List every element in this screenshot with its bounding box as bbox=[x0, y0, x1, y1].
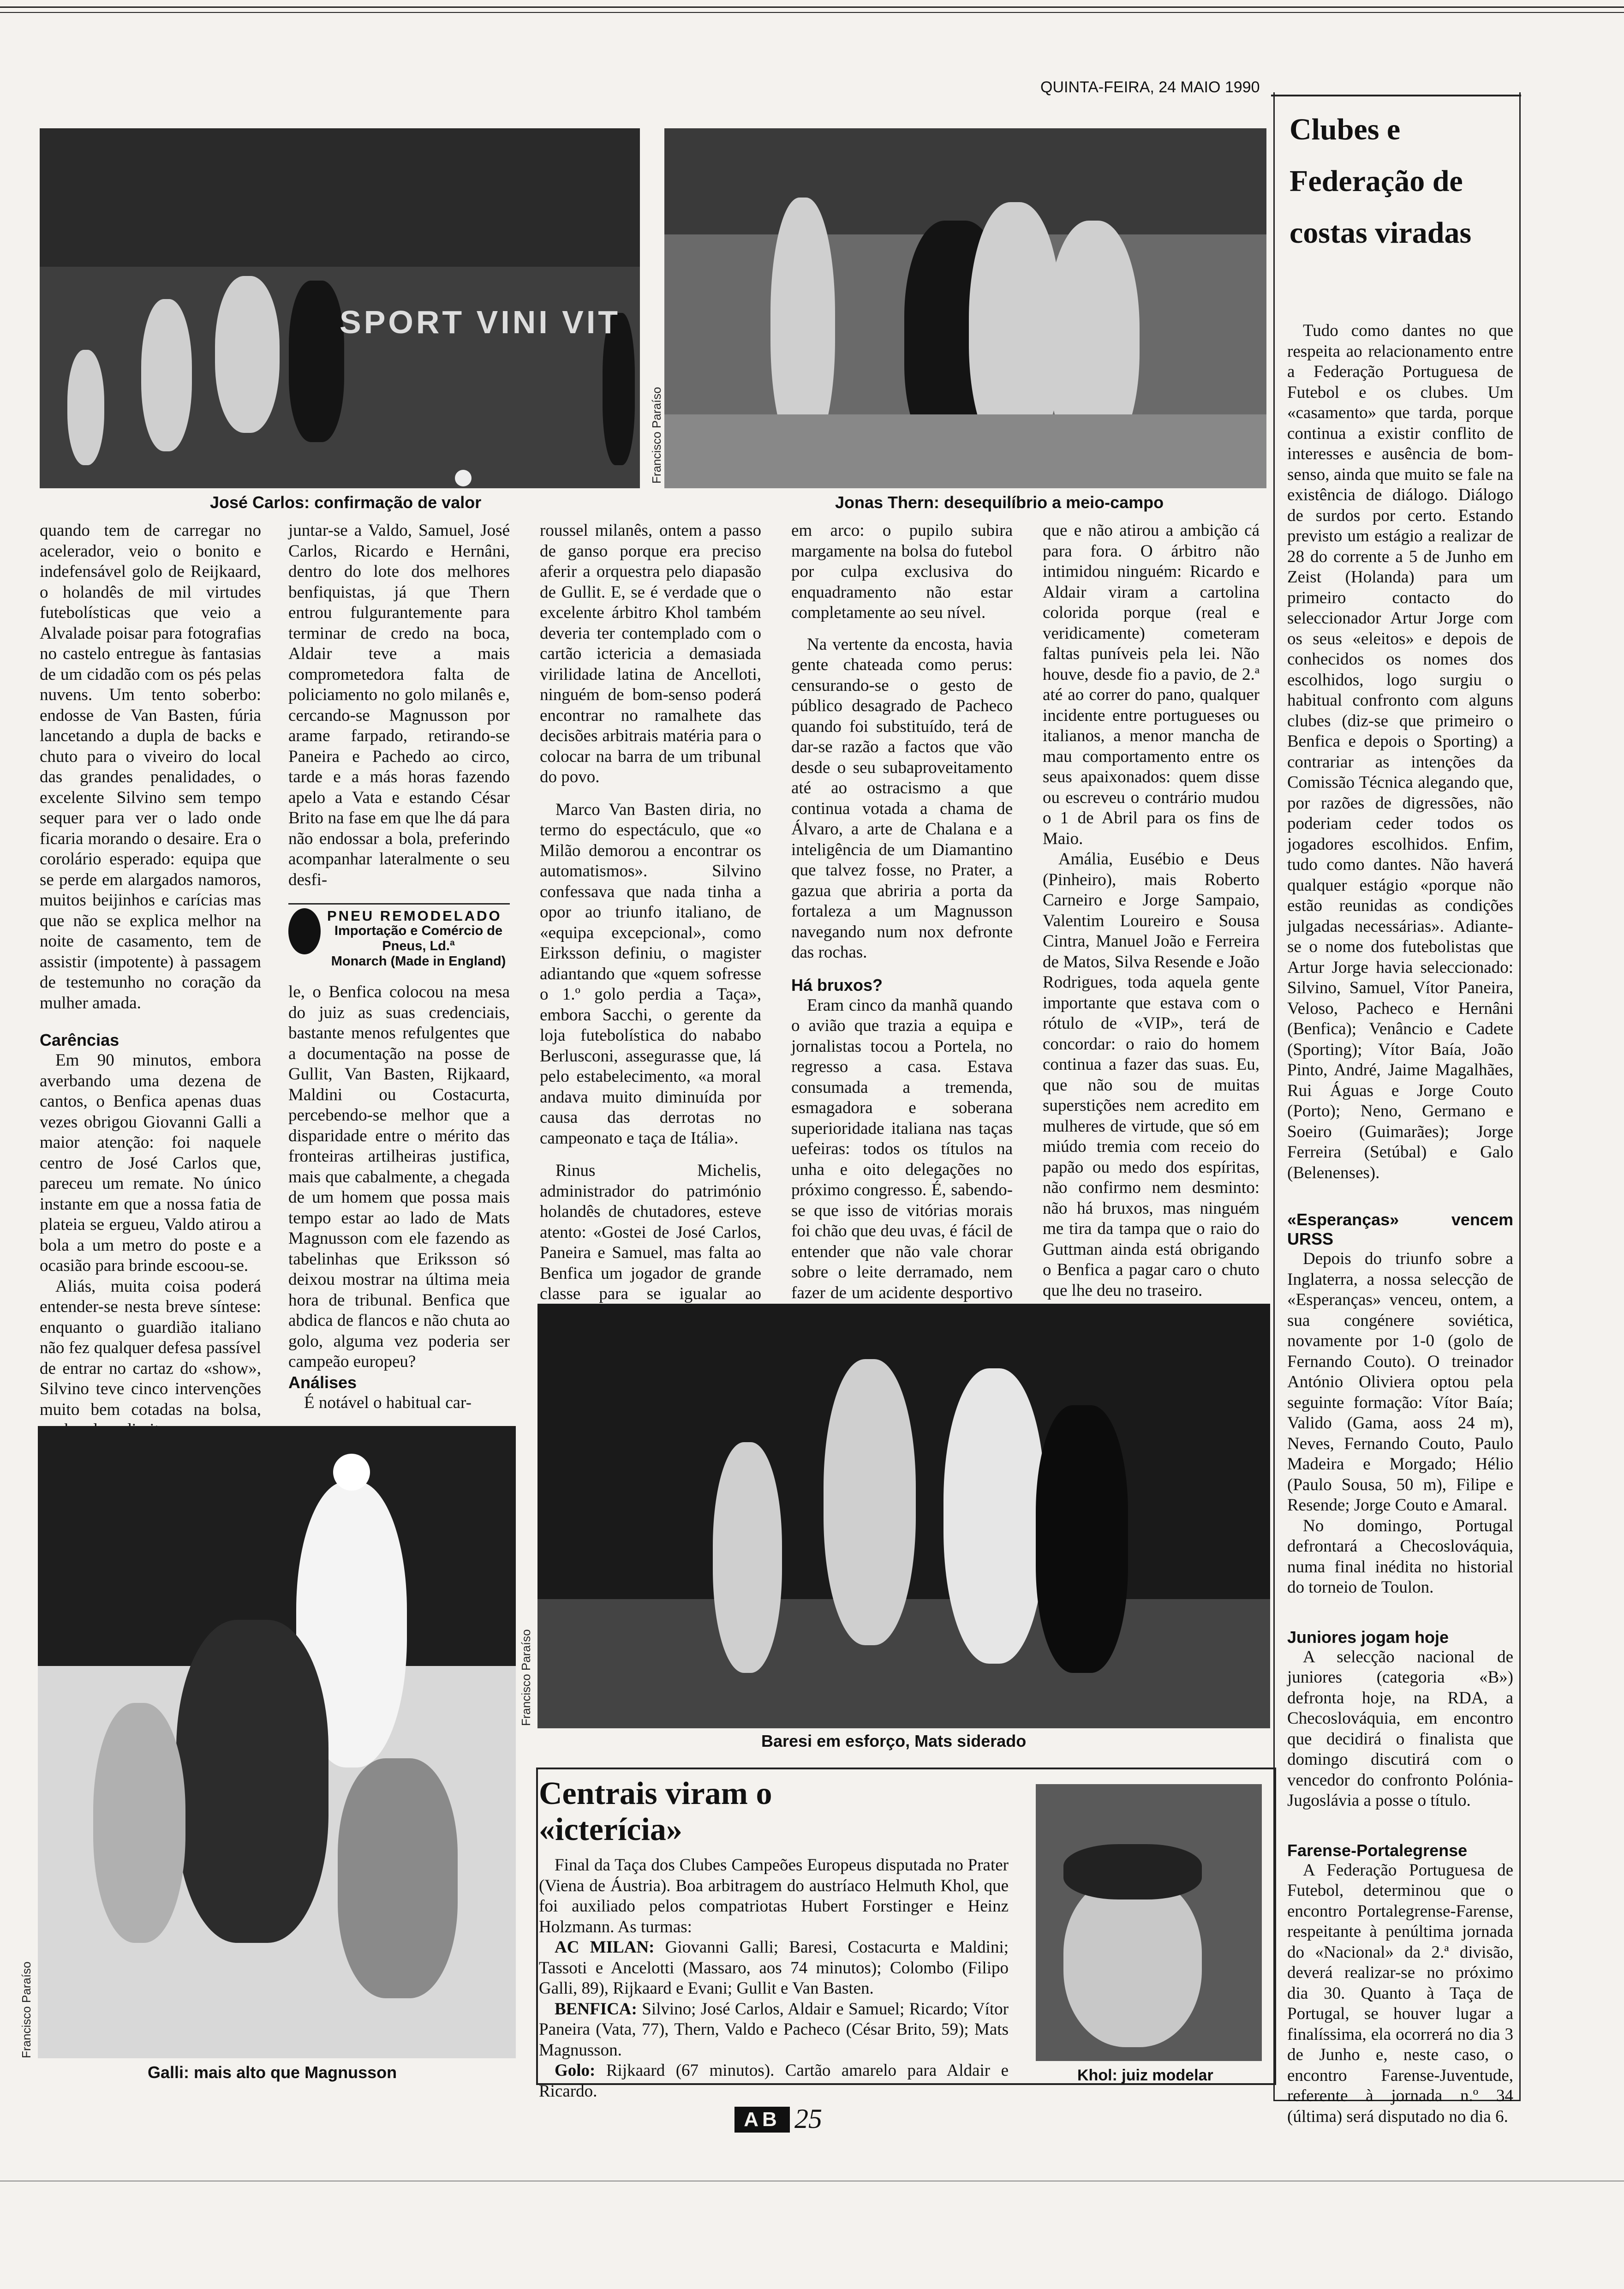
photo-jonas-thern bbox=[664, 128, 1266, 488]
ad-line-2: Monarch (Made in England) bbox=[331, 954, 506, 969]
subhead-ha-bruxos: Há bruxos? bbox=[791, 975, 883, 995]
sidebar-heading-juniores: Juniores jogam hoje bbox=[1287, 1627, 1449, 1647]
article-col-3: roussel milanês, ontem a passo de ganso porque era preciso aferir a orquestra pelo diapasão de Gullit. E, se é verdade que o excelente árbitro Khol também deveria ter contemplado com o cartão ictericia a demasiada virilidade latina de Ancelloti, ninguém de bom-senso poderá encontrar no ramalhete das decisões arbitrais matéria para o colocar na barra de um tribunal do povo. Marco Van Basten diria, no termo do espectáculo, que «o Milão demorou a encontrar os automatismos». Silvino confessava que nada tinha a opor ao triunfo italiano, de «equipa excepcional», como Eirksson definiu, o magister adiantando que «quem sofresse o 1.º golo perdia a Taça», embora Sacchi, o gerente da loja futebolística do nababo Berlusconi, assegurasse que, lá pelo estabelecimento, «a moral andava muito diminuída por causa das derrotas no campeonato e taça de Itália». Rinus Michelis, administrador do património holandês de chutadores, esteve atento: «Gostei de José Carlos, Paneira e Samuel, mas falta ao Benfica um jogador de grande classe para se igualar ao bbox=[540, 521, 761, 1303]
box-centrais-body: Final da Taça dos Clubes Campeões Europeus disputada no Prater (Viena de Áustria). Boa arbitragem do austríaco Helmuth Khol, que foi auxiliado pelos compatriotas Hubert Forstinger e Heinz Holzmann. As turmas: AC MILAN: Giovanni Galli; Baresi, Costacurta e Maldini; Tassoti e Ancelotti (Massaro, aos 74 minutos); Colombo (Filipo Galli, 89), Rijkaard e Evani; Gullit e Van Basten. BENFICA: Silvino; José Carlos, Aldair e Samuel; Ricardo; Vítor Paneira (Vata, 77), Thern, Valdo e Pacheco (César Brito, 59); Mats Magnusson. Golo: Rijkaard (67 minutos). Cartão amarelo para Aldair e Ricardo. bbox=[539, 1856, 1009, 2101]
article-col-4: em arco: o pupilo subira margamente na bolsa do futebol por culpa exclusiva do enquadramento não estar completamente ao seu nível. Na vertente da encosta, havia gente chateada como perus: censurando-se o gesto de público desagrado de Pacheco quando foi substituído, terá de dar-se razão a factos que vão desde o seu subaproveitamento até ao ostracismo a que continua votada a chama de Álvaro, a arte de Chalana e a inteligência de um Diamantino que talvez fosse, no Prater, a gazua que abriria a porta da fortaleza a um Magnusson navegando num nox defronte das rochas. Há bruxos? Eram cinco da manhã quando o avião que trazia a equipa e jornalistas tocou a Portela, no regresso a casa. Estava consumada a tremenda, esmagadora e soberana superioridade italiana nas taças uefeiras: todos os títulos na unha e oito delegações no próximo congresso. É, sabendo-se que isso de vitórias morais foi chão que deu uvas, é fácil de entender que não vale chorar sobre o leite derramado, nem fazer de um acidente desportivo bbox=[791, 521, 1013, 1302]
credit-baresi: Francisco Paraíso bbox=[519, 1629, 533, 1726]
sidebar-title: Clubes e Federação de costas viradas bbox=[1290, 113, 1472, 250]
issue-date: QUINTA-FEIRA, 24 MAIO 1990 bbox=[1040, 78, 1260, 96]
sidebar-heading-farense: Farense-Portalegrense bbox=[1287, 1840, 1468, 1860]
photo-baresi bbox=[537, 1304, 1270, 1728]
subhead-analises: Análises bbox=[288, 1372, 357, 1392]
footer-logo: AB bbox=[734, 2107, 790, 2133]
box-centrais-title: Centrais viram o «icterícia» bbox=[539, 1776, 772, 1847]
page-number: 25 bbox=[794, 2103, 822, 2134]
sidebar-body: Tudo como dantes no que respeita ao relacionamento entre a Federação Portuguesa de Futebol e os clubes. Um «casamento» que tarda, porque continua a existir conflito de interesses e ausência de bom-senso, ainda que muito se fale na existência de diálogo. Diálogo de surdos por certo. Estando previsto um estágio a realizar de 28 do corrente a 5 de Junho em Zeist (Holanda) para um primeiro contacto do seleccionador Artur Jorge com os seus «eleitos» e depois de conhecidos os nomes dos escolhidos, logo surgiu o habitual confronto com alguns clubes (diz-se que primeiro o Benfica e depois o Sporting) a contrariar as intenções da Comissão Técnica alegando que, por razões de digressões, não poderiam ceder todos os jogadores escolhidos. Enfim, tudo como dantes. Não haverá qualquer estágio «porque não estão reunidas as condições julgadas necessárias». Adiante-se o nome dos futebolistas que Artur Jorge havia seleccionado: Silvino, Samuel, Vítor Paneira, Veloso, Pacheco e Hernâni (Benfica); Venâncio e Cadete (Sporting); Vítor Baía, João Pinto, André, Jaime Magalhães, Rui Águas e Jorge Couto (Porto); Neno, Germano e Soeiro (Guimarães); Jorge Ferreira (Setúbal) e Galo (Belenenses). «Esperanças» vencem URSS Depois do triunfo sobre a Inglaterra, a nossa selecção de «Esperanças» venceu, ontem, a sua congénere soviética, novamente por 1-0 (golo de Fernando Couto). O treinador António Oliviera optou pela seguinte formação: Vítor Baía; Valido (Gama, aoss 24 m), Neves, Fernando Couto, Paulo Madeira e Morgado; Hélio (Paulo Sousa, 50 m), Filipe e Resende; Jorge Couto e Amaral. No domingo, Portugal defrontará a Checoslováquia, numa final inédita no historial do torneio de Toulon. Juniores jogam hoje A selecção nacional de juniores (categoria «B») defronta hoje, na RDA, a Checoslováquia, em encontro que decidirá o finalista que domingo discutirá com o vencedor do confronto Polónia-Jugoslávia a posse o título. Farense-Portalegrense A Federação Portuguesa de Futebol, determinou que o encontro Portalegrense-Farense, respeitante à penúltima jornada do «Nacional» da 2.ª divisão, deverá realizar-se no próximo dia 30. Quanto à Taça de Portugal, se houver lugar a finalíssima, ela ocorrerá no dia 3 de Junho e, neste caso, o encontro Farense-Juventude, referente à jornada n.º 34 (última) será disputado no dia 6. bbox=[1287, 321, 1513, 2126]
tyre-icon bbox=[288, 908, 321, 954]
photo-khol bbox=[1036, 1784, 1262, 2061]
credit-galli: Francisco Paraíso bbox=[19, 1961, 33, 2058]
article-col-2: juntar-se a Valdo, Samuel, José Carlos, Ricardo e Hernâni, dentro do lote dos melhores benfiquistas, já que Thern entrou fulgurantemente para terminar de credo na boca, Aldair teve a mais comprometedora falta de policiamento no golo milanês e, cercando-se Magnusson por arame farpado, retirando-se Paneira e Pachedo ao circo, tarde e a más horas fazendo apelo a Vata e estando César Brito na fase em que lhe dá para não endossar a bola, preferindo acompanhar lateralmente o seu desfi- PNEU REMODELADO Importação e Comércio de Pneus, Ld.ª Monarch (Made in England) le, o Benfica colocou na mesa do juiz as suas credenciais, bastante menos refulgentes que a documentação na posse de Gullit, Van Basten, Rijkaard, Maldini ou Costacurta, percebendo-se melhor que a disparidade entre o mérito das fronteiras artilheiras justifica, mais que cabalmente, a chegada de um homem que possa mais tempo estar ao lado de Mats Magnusson com ele fazendo as tabelinhas que Eriksson só deixou mostrar na última meia hora de tribunal. Benfica que abdica de flancos e não chuta ao golo, alguma vez poderia ser campeão europeu? Análises É notável o habitual car- bbox=[288, 521, 510, 1412]
article-col-5: que e não atirou a ambição cá para fora. O árbitro não intimidou ninguém: Ricardo e Aldair viram a cartolina colorida porque (real e veridicamente) cometeram faltas puníveis pela lei. Não houve, desde fio a pavio, de 2.ª até ao correr do pano, qualquer incidente entre portugueses ou italianos, a menor mancha de mau comportamento entre os seus apaixonados: quem disse ou escreveu o contrário mudou o 1 de Abril para os fins de Maio. Amália, Eusébio e Deus (Pinheiro), mais Roberto Carneiro e Jorge Sampaio, Valentim Loureiro e Sousa Cintra, Manuel João e Ferreira de Matos, Silva Resende e João Rodrigues, toda aquela gente importante que estava com o rótulo de «VIP», terá de concordar: o raio do homem continua a fazer das suas. Eu, que não sou de muitas superstições nem acredito em mulheres de virtude, que só em miúdo tremia com receio do papão ou medo dos espíritas, não confirmo nem desminto: não há bruxos, mas ninguém me tira da tampa que o raio do Guttman ainda está obrigando o Benfica a pagar caro o chuto que lhe deu no traseiro. bbox=[1043, 521, 1260, 1332]
photo-jose-carlos bbox=[40, 128, 640, 488]
top-rule bbox=[0, 6, 1624, 8]
stadium-banner: SPORT VINI VIT bbox=[340, 304, 621, 340]
sidebar-top-rule bbox=[1271, 95, 1521, 96]
ad-pneu-remodelado bbox=[288, 903, 510, 969]
ad-line-1: Importação e Comércio de Pneus, Ld.ª bbox=[334, 923, 503, 953]
subhead-carencias: Carências bbox=[40, 1031, 119, 1049]
caption-galli: Galli: mais alto que Magnusson bbox=[148, 2063, 397, 2082]
caption-jonas-thern: Jonas Thern: desequilíbrio a meio-campo bbox=[835, 493, 1164, 512]
sidebar-heading-esperancas: «Esperanças» vencem URSS bbox=[1287, 1210, 1513, 1248]
article-col-1: quando tem de carregar no acelerador, veio o bonito e indefensável golo de Reijkaard, o holandês de mil virtudes futebolísticas que veio a Alvalade poisar para fotografias no castelo entregue às fantasias de um cidadão com os pés pelas nuvens. Um tento soberbo: endosse de Van Basten, fúria lancetando a dupla de backs e chuto para o viveiro do local das grandes penalidades, o excelente Silvino sem tempo sequer para ver o lado onde ficaria morando o desaire. Era o corolário esperado: equipa que se perde em alargados namoros, muitos beijinhos e carícias mas que não se explica melhor na noite de casamento, tem de assistir (impotente) à passagem de testemunho no coração da mulher amada. Carências Em 90 minutos, embora averbando uma dezena de cantos, o Benfica apenas duas vezes obrigou Giovanni Galli a maior atenção: foi naquele centro de José Carlos que, pareceu um remate. No único instante em que a nossa fatia de plateia se ergueu, Valdo atirou a bola a um metro do poste e a ocasião para brinde escoou-se. Aliás, muita coisa poderá entender-se nesta breve síntese: enquanto o guardião italiano não fez qualquer defesa passível de entrar no cartaz do «show», Silvino teve cinco intervenções muito bem cotadas na bolsa, bbox=[40, 521, 261, 1419]
caption-khol: Khol: juiz modelar bbox=[1077, 2067, 1213, 2084]
caption-jose-carlos: José Carlos: confirmação de valor bbox=[210, 493, 482, 512]
ad-brand: PNEU REMODELADO bbox=[327, 908, 502, 924]
caption-baresi: Baresi em esforço, Mats siderado bbox=[761, 1732, 1027, 1750]
photo-galli bbox=[38, 1426, 516, 2058]
top-rule-2 bbox=[0, 12, 1624, 13]
credit-thern: Francisco Paraíso bbox=[650, 387, 663, 484]
